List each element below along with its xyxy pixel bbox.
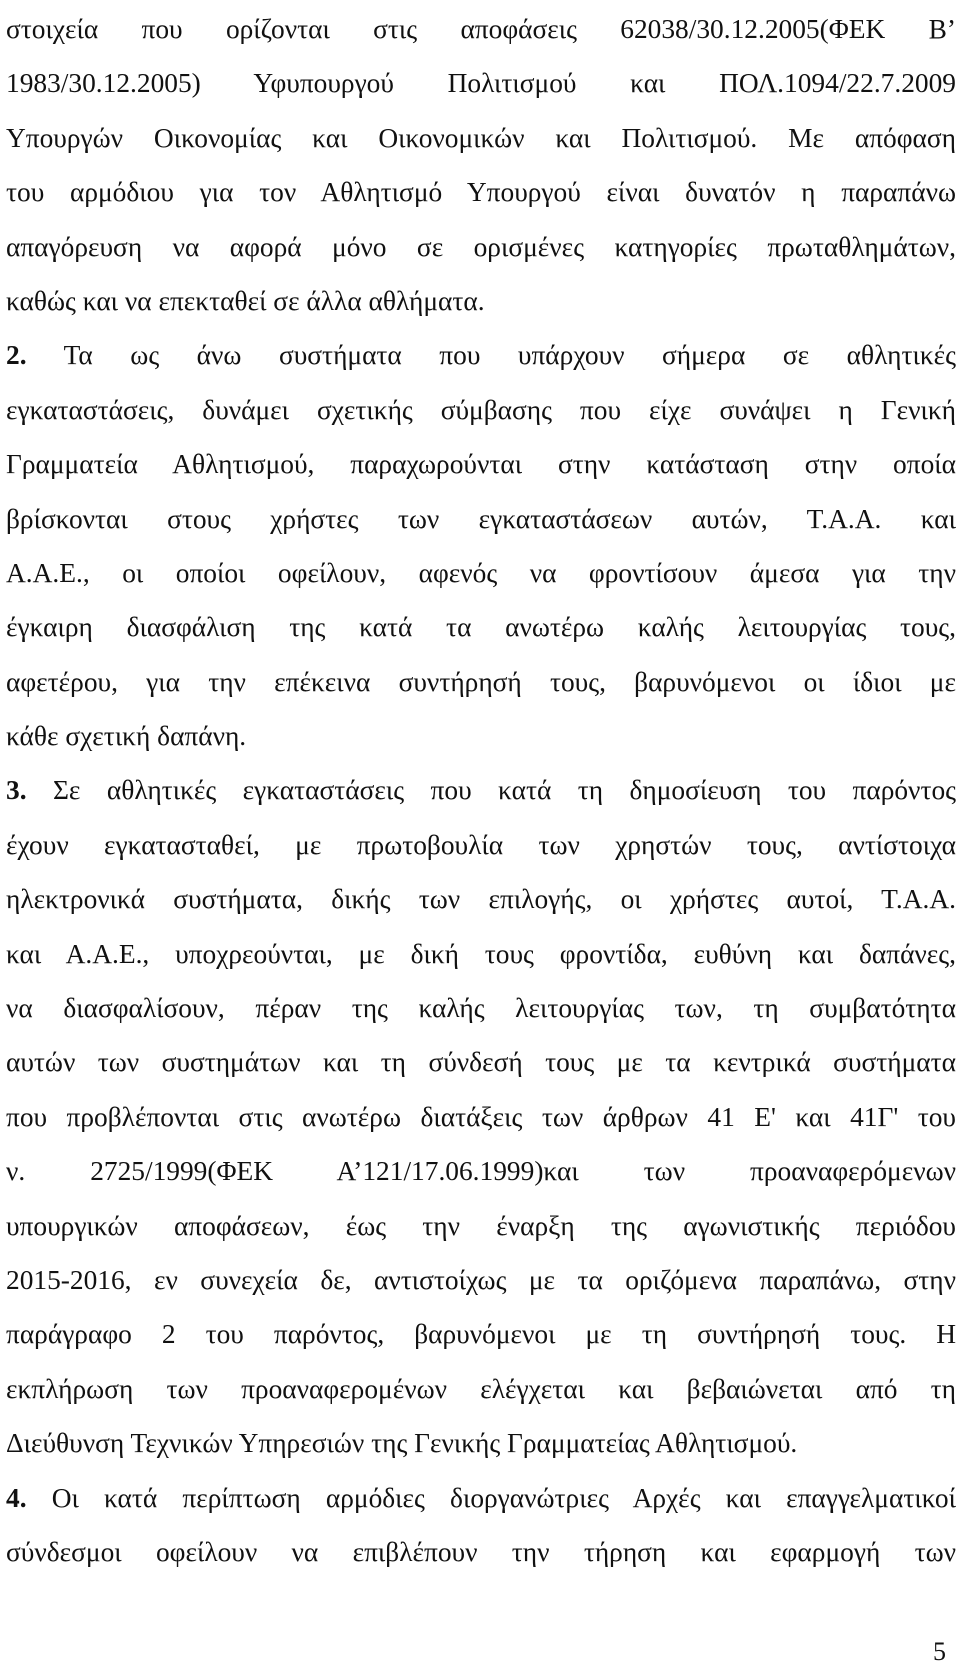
text-line: να διασφαλίσουν, πέραν της καλής λειτουργίας των, τη συμβατότητα	[6, 993, 956, 1024]
text-line: ν. 2725/1999(ΦΕΚ Α’121/17.06.1999)και των προαναφερόμενων	[6, 1156, 956, 1187]
page-number: 5	[933, 1637, 946, 1666]
text-line: Α.Α.Ε., οι οποίοι οφείλουν, αφενός να φροντίσουν άμεσα για την	[6, 557, 956, 588]
paragraph-2-first-line	[6, 328, 956, 382]
text-line: και Α.Α.Ε., υποχρεούνται, με δική τους φροντίδα, ευθύνη και δαπάνες,	[6, 938, 956, 969]
text-line: καθώς και να επεκταθεί σε άλλα αθλήματα.	[6, 285, 485, 316]
text-line: ηλεκτρονικά συστήματα, δικής των επιλογής, οι χρήστες αυτοί, Τ.Α.Α.	[6, 884, 956, 915]
text-line: έγκαιρη διασφάλιση της κατά τα ανωτέρω καλής λειτουργίας τους,	[6, 612, 956, 643]
paragraph-text: Σε αθλητικές εγκαταστάσεις που κατά τη δημοσίευση του παρόντος	[52, 775, 956, 806]
text-line: βρίσκονται στους χρήστες των εγκαταστάσεων αυτών, Τ.Α.Α. και	[6, 503, 956, 534]
text-line: 1983/30.12.2005) Υφυπουργού Πολιτισμού και ΠΟΛ.1094/22.7.2009	[6, 68, 956, 99]
text-line: κάθε σχετική δαπάνη.	[6, 721, 247, 752]
text-line: Υπουργών Οικονομίας και Οικονομικών και Πολιτισμού. Με απόφαση	[6, 122, 956, 153]
text-line: απαγόρευση να αφορά μόνο σε ορισμένες κατηγορίες πρωταθλημάτων,	[6, 231, 956, 262]
body-text	[6, 2, 956, 1579]
text-line: Γραμματεία Αθλητισμού, παραχωρούνται στην κατάσταση στην οποία	[6, 449, 956, 480]
text-line: αυτών των συστημάτων και τη σύνδεσή τους με τα κεντρικά συστήματα	[6, 1047, 956, 1078]
text-line: του αρμόδιου για τον Αθλητισμό Υπουργού είναι δυνατόν η παραπάνω	[6, 177, 956, 208]
paragraph-text: Τα ως άνω συστήματα που υπάρχουν σήμερα σε αθλητικές	[63, 340, 956, 371]
paragraph-number: 4.	[6, 1482, 27, 1513]
text-line: που προβλέπονται στις ανωτέρω διατάξεις των άρθρων 41 Ε' και 41Γ' του	[6, 1101, 956, 1132]
text-line: υπουργικών αποφάσεων, έως την έναρξη της αγωνιστικής περιόδου	[6, 1210, 956, 1241]
paragraph-4-first-line	[6, 1471, 956, 1525]
text-line: Διεύθυνση Τεχνικών Υπηρεσιών της Γενικής Γραμματείας Αθλητισμού.	[6, 1428, 798, 1459]
paragraph-number: 2.	[6, 340, 27, 371]
text-line: στοιχεία που ορίζονται στις αποφάσεις 62038/30.12.2005(ΦΕΚ Β’	[6, 14, 956, 44]
text-line: αφετέρου, για την επέκεινα συντήρησή τους, βαρυνόμενοι οι ίδιοι με	[6, 666, 956, 697]
text-line: έχουν εγκατασταθεί, με πρωτοβουλία των χρηστών τους, αντίστοιχα	[6, 829, 956, 860]
text-line: σύνδεσμοι οφείλουν να επιβλέπουν την τήρηση και εφαρμογή των	[6, 1536, 956, 1567]
paragraph-text: Οι κατά περίπτωση αρμόδιες διοργανώτριες Αρχές και επαγγελματικοί	[51, 1482, 956, 1513]
paragraph-number: 3.	[6, 775, 27, 806]
text-line: εκπλήρωση των προαναφερομένων ελέγχεται και βεβαιώνεται από τη	[6, 1373, 956, 1404]
text-line: εγκαταστάσεις, δυνάμει σχετικής σύμβασης που είχε συνάψει η Γενική	[6, 394, 956, 425]
text-line: 2015-2016, εν συνεχεία δε, αντιστοίχως με τα οριζόμενα παραπάνω, στην	[6, 1264, 956, 1295]
text-line: παράγραφο 2 του παρόντος, βαρυνόμενοι με τη συντήρησή τους. Η	[6, 1319, 956, 1350]
paragraph-3-first-line	[6, 763, 956, 817]
